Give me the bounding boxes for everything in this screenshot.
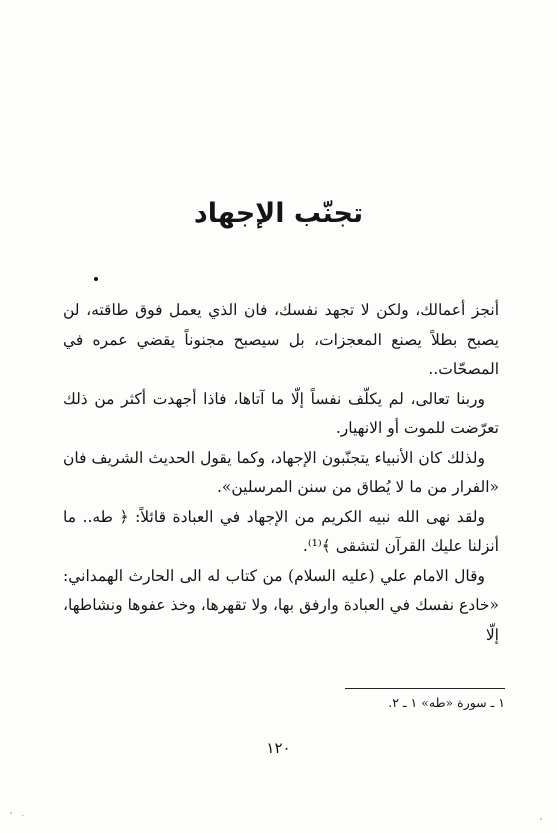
body-text — [63, 296, 499, 650]
scan-speck — [10, 812, 12, 814]
chapter-title: تجنّب الإجهاد — [193, 198, 364, 229]
paragraph: وربنا تعالى، لم يكلّف نفساً إلّا ما آتاها، فاذا أجهدت أكثر من ذلك تعرّضت للموت أو الانهيار. — [63, 389, 499, 437]
scan-speck — [540, 818, 542, 820]
paragraph: ولذلك كان الأنبياء يتجنّبون الإجهاد، وكما يقول الحديث الشريف فان «الفرار من ما لا يُطاق من سنن المرسلين». — [63, 448, 499, 496]
footnote: ١ ـ سورة «طه» ١ ـ ٢. — [388, 695, 505, 710]
ink-dot — [94, 277, 98, 281]
page-number: ١٢٠ — [266, 739, 291, 757]
paragraph: أنجز أعمالك، ولكن لا تجهد نفسك، فان الذي يعمل فوق طاقته، لن يصبح بطلاً يصنع المعجزات، بل سيصبح مجنوناً يقضي عمره في المصحّات.. — [63, 301, 499, 378]
footnote-divider — [345, 688, 505, 689]
paragraph: وقال الامام علي (عليه السلام) من كتاب له الى الحارث الهمداني: «خادع نفسك في العبادة وارفق بها، ولا تقهرها، وخذ عفوها ونشاطها، إلّا — [63, 566, 499, 644]
paragraph: ولقد نهى الله نبيه الكريم من الإجهاد في العبادة قائلاً: ﴿ طه.. ما أنزلنا عليك القرآن لتشقى ﴾⁽¹⁾. — [63, 507, 499, 555]
scan-speck — [22, 815, 24, 816]
